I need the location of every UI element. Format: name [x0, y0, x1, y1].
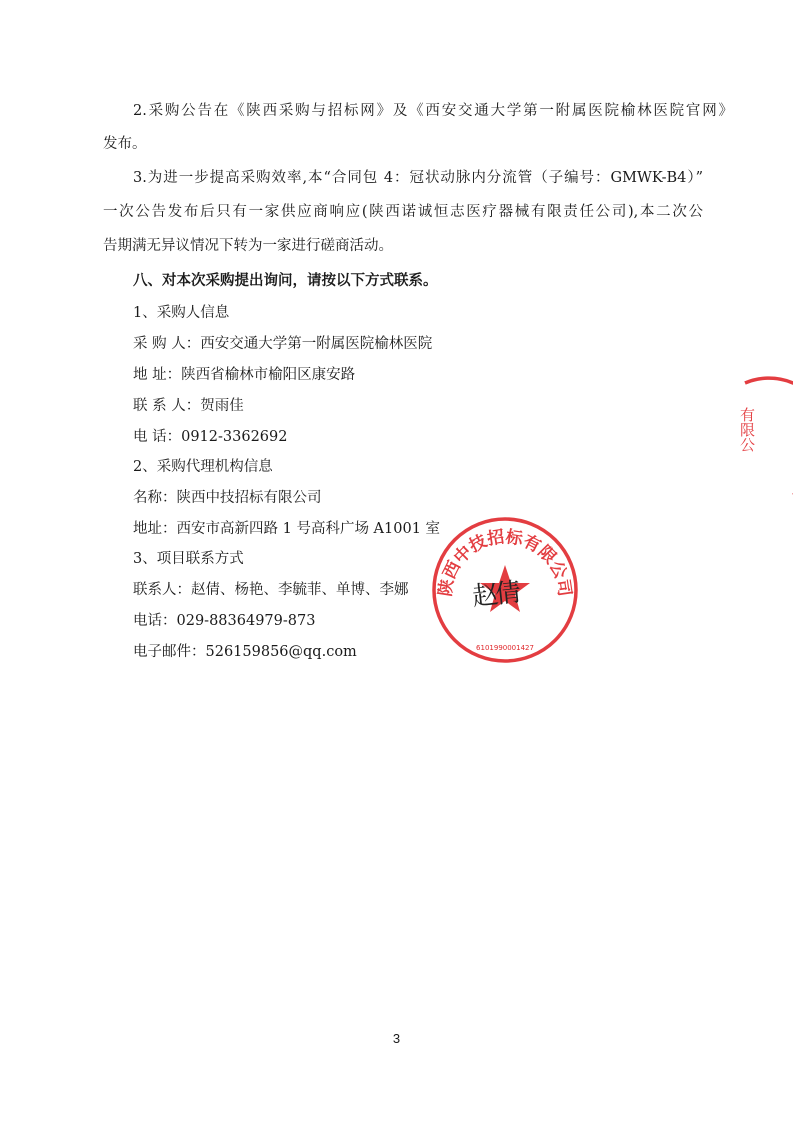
- buyer-contact: 联 系 人：贺雨佳: [133, 398, 244, 414]
- agency-heading: 2、采购代理机构信息: [133, 459, 273, 475]
- project-contacts: 联系人：赵倩、杨艳、李毓菲、单博、李娜: [133, 582, 409, 598]
- svg-text:有限公: 有限公: [738, 407, 756, 452]
- para3-line3: 告期满无异议情况下转为一家进行磋商活动。: [103, 238, 393, 254]
- buyer-heading: 1、采购人信息: [133, 305, 230, 321]
- para2-line1: 2.采购公告在《陕西采购与招标网》及《西安交通大学第一附属医院榆林医院官网》: [133, 103, 733, 119]
- page-number: 3: [392, 1031, 401, 1046]
- buyer-phone: 电 话：0912-3362692: [133, 429, 288, 445]
- svg-text:陕西中技招标有限公司: 陕西中技招标有限公司: [435, 527, 575, 598]
- para3-line2: 一次公告发布后只有一家供应商响应(陕西诺诚恒志医疗器械有限责任公司),本二次公: [103, 204, 703, 220]
- buyer-name: 采 购 人：西安交通大学第一附属医院榆林医院: [133, 336, 433, 352]
- agency-address: 地址：西安市高新四路 1 号高科广场 A1001 室: [133, 521, 441, 537]
- project-email: 电子邮件：526159856@qq.com: [133, 644, 357, 660]
- agency-name: 名称：陕西中技招标有限公司: [133, 490, 322, 506]
- project-heading: 3、项目联系方式: [133, 551, 244, 567]
- project-phone: 电话：029-88364979-873: [133, 613, 316, 629]
- para3-line1: 3.为进一步提高采购效率,本“合同包 4：冠状动脉内分流管（子编号：GMWK-B4）”: [133, 170, 703, 186]
- buyer-address: 地 址：陕西省榆林市榆阳区康安路: [133, 367, 356, 383]
- section8-heading: 八、对本次采购提出询问，请按以下方式联系。: [133, 272, 438, 289]
- svg-text:6101990001427: 6101990001427: [476, 644, 534, 652]
- signature: 赵倩: [470, 577, 520, 613]
- para2-line2: 发布。: [103, 136, 147, 152]
- partial-seal: [735, 375, 793, 505]
